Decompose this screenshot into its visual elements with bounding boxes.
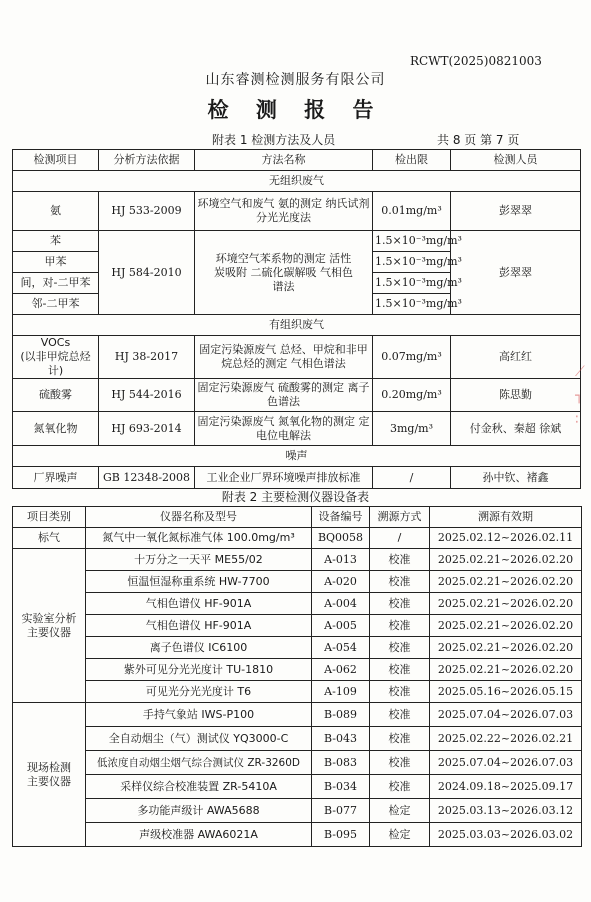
basis-cell: HJ 533-2009 bbox=[99, 192, 195, 231]
trace-method-cell: 校准 bbox=[370, 703, 430, 727]
instruments-table bbox=[12, 506, 582, 847]
method-cell: 环境空气和废气 氨的测定 纳氏试剂分光光度法 bbox=[195, 192, 373, 231]
header-cell: 检测人员 bbox=[451, 150, 581, 171]
limit-cell: 1.5×10⁻³mg/m³ bbox=[373, 273, 451, 294]
instrument-name-cell: 手持气象站 IWS-P100 bbox=[86, 703, 312, 727]
section-unorganized: 无组织废气 bbox=[13, 171, 581, 192]
limit-cell: 0.20mg/m³ bbox=[373, 379, 451, 412]
report-number: RCWT(2025)0821003 bbox=[410, 54, 542, 68]
trace-method-cell: 检定 bbox=[370, 799, 430, 823]
validity-cell: 2024.09.18~2025.09.17 bbox=[430, 775, 582, 799]
instrument-name-cell: 恒温恒湿称重系统 HW-7700 bbox=[86, 571, 312, 593]
limit-cell: 0.01mg/m³ bbox=[373, 192, 451, 231]
header-cell: 检测项目 bbox=[13, 150, 99, 171]
limit-cell: 3mg/m³ bbox=[373, 412, 451, 446]
table-row bbox=[13, 615, 582, 637]
validity-cell: 2025.02.12~2026.02.11 bbox=[430, 528, 582, 549]
table-row bbox=[13, 412, 581, 446]
instrument-name-cell: 紫外可见分光光度计 TU-1810 bbox=[86, 659, 312, 681]
validity-cell: 2025.03.13~2026.03.12 bbox=[430, 799, 582, 823]
basis-cell: GB 12348-2008 bbox=[99, 467, 195, 489]
table-row bbox=[13, 379, 581, 412]
trace-method-cell: 校准 bbox=[370, 593, 430, 615]
item-cell: VOCs (以非甲烷总烃计) bbox=[13, 336, 99, 379]
trace-method-cell: / bbox=[370, 528, 430, 549]
section-row bbox=[13, 446, 581, 467]
method-cell: 固定污染源废气 氮氧化物的测定 定电位电解法 bbox=[195, 412, 373, 446]
equipment-id-cell: B-089 bbox=[312, 703, 370, 727]
section-row bbox=[13, 315, 581, 336]
equipment-id-cell: A-013 bbox=[312, 549, 370, 571]
basis-cell: HJ 544-2016 bbox=[99, 379, 195, 412]
instrument-name-cell: 全自动烟尘（气）测试仪 YQ3000-C bbox=[86, 727, 312, 751]
validity-cell: 2025.07.04~2026.07.03 bbox=[430, 751, 582, 775]
table-row bbox=[13, 703, 582, 727]
equipment-id-cell: A-005 bbox=[312, 615, 370, 637]
instrument-name-cell: 可见光分光光度计 T6 bbox=[86, 681, 312, 703]
section-row bbox=[13, 171, 581, 192]
table-row bbox=[13, 751, 582, 775]
trace-method-cell: 检定 bbox=[370, 823, 430, 847]
table-row bbox=[13, 549, 582, 571]
item-cell: 苯 bbox=[13, 231, 99, 252]
report-title: 检 测 报 告 bbox=[207, 98, 384, 122]
equipment-id-cell: A-004 bbox=[312, 593, 370, 615]
header-cell: 溯源方式 bbox=[370, 507, 430, 528]
basis-cell: HJ 38-2017 bbox=[99, 336, 195, 379]
table-row bbox=[13, 231, 581, 252]
validity-cell: 2025.07.04~2026.07.03 bbox=[430, 703, 582, 727]
equipment-id-cell: A-109 bbox=[312, 681, 370, 703]
validity-cell: 2025.02.21~2026.02.20 bbox=[430, 637, 582, 659]
staff-cell: 陈思勤 bbox=[451, 379, 581, 412]
equipment-id-cell: B-034 bbox=[312, 775, 370, 799]
header-cell: 检出限 bbox=[373, 150, 451, 171]
trace-method-cell: 校准 bbox=[370, 659, 430, 681]
header-cell: 仪器名称及型号 bbox=[86, 507, 312, 528]
equipment-id-cell: B-095 bbox=[312, 823, 370, 847]
validity-cell: 2025.02.21~2026.02.20 bbox=[430, 571, 582, 593]
item-cell: 间，对-二甲苯 bbox=[13, 273, 99, 294]
trace-method-cell: 校准 bbox=[370, 571, 430, 593]
equipment-id-cell: BQ0058 bbox=[312, 528, 370, 549]
header-cell: 项目类别 bbox=[13, 507, 86, 528]
category-cell: 现场检测 主要仪器 bbox=[13, 703, 86, 847]
table-row bbox=[13, 659, 582, 681]
equipment-id-cell: A-020 bbox=[312, 571, 370, 593]
table-row bbox=[13, 467, 581, 489]
validity-cell: 2025.05.16~2026.05.15 bbox=[430, 681, 582, 703]
header-cell: 方法名称 bbox=[195, 150, 373, 171]
table-row bbox=[13, 336, 581, 379]
table-header-row bbox=[13, 507, 582, 528]
instrument-name-cell: 多功能声级计 AWA5688 bbox=[86, 799, 312, 823]
method-cell: 固定污染源废气 硫酸雾的测定 离子色谱法 bbox=[195, 379, 373, 412]
staff-cell: 高红红 bbox=[451, 336, 581, 379]
table-row bbox=[13, 775, 582, 799]
instrument-name-cell: 氮气中一氧化氮标准气体 100.0mg/m³ bbox=[86, 528, 312, 549]
limit-cell: 1.5×10⁻³mg/m³ bbox=[373, 231, 451, 252]
instrument-name-cell: 气相色谱仪 HF-901A bbox=[86, 593, 312, 615]
instrument-name-cell: 十万分之一天平 ME55/02 bbox=[86, 549, 312, 571]
method-cell: 环境空气苯系物的测定 活性炭吸附 二硫化碳解吸 气相色谱法 bbox=[195, 231, 373, 315]
equipment-id-cell: B-077 bbox=[312, 799, 370, 823]
validity-cell: 2025.02.21~2026.02.20 bbox=[430, 659, 582, 681]
validity-cell: 2025.02.22~2026.02.21 bbox=[430, 727, 582, 751]
table-header-row bbox=[13, 150, 581, 171]
page-count: 共 8 页 第 7 页 bbox=[437, 133, 520, 147]
red-seal-fragment: ⟋ ┐ ∶ bbox=[575, 364, 585, 428]
staff-cell: 彭翠翠 bbox=[451, 231, 581, 315]
validity-cell: 2025.03.03~2026.03.02 bbox=[430, 823, 582, 847]
validity-cell: 2025.02.21~2026.02.20 bbox=[430, 615, 582, 637]
table-row bbox=[13, 727, 582, 751]
equipment-id-cell: B-083 bbox=[312, 751, 370, 775]
section-noise: 噪声 bbox=[13, 446, 581, 467]
staff-cell: 付金秋、秦超 徐斌 bbox=[451, 412, 581, 446]
category-cell: 实验室分析 主要仪器 bbox=[13, 549, 86, 703]
trace-method-cell: 校准 bbox=[370, 637, 430, 659]
company-name: 山东睿测检测服务有限公司 bbox=[205, 72, 386, 88]
item-cell: 邻-二甲苯 bbox=[13, 294, 99, 315]
validity-cell: 2025.02.21~2026.02.20 bbox=[430, 593, 582, 615]
table-row bbox=[13, 528, 582, 549]
table-row bbox=[13, 571, 582, 593]
method-cell: 固定污染源废气 总烃、甲烷和非甲烷总烃的测定 气相色谱法 bbox=[195, 336, 373, 379]
equipment-id-cell: A-062 bbox=[312, 659, 370, 681]
table-row bbox=[13, 823, 582, 847]
limit-cell: 0.07mg/m³ bbox=[373, 336, 451, 379]
table1-caption: 附表 1 检测方法及人员 bbox=[212, 133, 336, 147]
trace-method-cell: 校准 bbox=[370, 751, 430, 775]
methods-table bbox=[12, 149, 581, 489]
equipment-id-cell: A-054 bbox=[312, 637, 370, 659]
instrument-name-cell: 采样仪综合校准装置 ZR-5410A bbox=[86, 775, 312, 799]
instrument-name-cell: 低浓度自动烟尘烟气综合测试仪 ZR-3260D bbox=[86, 751, 312, 775]
section-organized: 有组织废气 bbox=[13, 315, 581, 336]
table-row bbox=[13, 799, 582, 823]
staff-cell: 彭翠翠 bbox=[451, 192, 581, 231]
validity-cell: 2025.02.21~2026.02.20 bbox=[430, 549, 582, 571]
item-cell: 硫酸雾 bbox=[13, 379, 99, 412]
item-cell: 厂界噪声 bbox=[13, 467, 99, 489]
header-cell: 溯源有效期 bbox=[430, 507, 582, 528]
limit-cell: 1.5×10⁻³mg/m³ bbox=[373, 294, 451, 315]
table-row bbox=[13, 637, 582, 659]
basis-cell: HJ 584-2010 bbox=[99, 231, 195, 315]
instrument-name-cell: 离子色谱仪 IC6100 bbox=[86, 637, 312, 659]
item-cell: 氨 bbox=[13, 192, 99, 231]
table-row bbox=[13, 593, 582, 615]
header-cell: 设备编号 bbox=[312, 507, 370, 528]
instrument-name-cell: 气相色谱仪 HF-901A bbox=[86, 615, 312, 637]
trace-method-cell: 校准 bbox=[370, 549, 430, 571]
method-cell: 工业企业厂界环境噪声排放标准 bbox=[195, 467, 373, 489]
trace-method-cell: 校准 bbox=[370, 727, 430, 751]
item-cell: 甲苯 bbox=[13, 252, 99, 273]
header-cell: 分析方法依据 bbox=[99, 150, 195, 171]
limit-cell: 1.5×10⁻³mg/m³ bbox=[373, 252, 451, 273]
basis-cell: HJ 693-2014 bbox=[99, 412, 195, 446]
trace-method-cell: 校准 bbox=[370, 615, 430, 637]
limit-cell: / bbox=[373, 467, 451, 489]
trace-method-cell: 校准 bbox=[370, 775, 430, 799]
item-cell: 氮氧化物 bbox=[13, 412, 99, 446]
category-cell: 标气 bbox=[13, 528, 86, 549]
instrument-name-cell: 声级校准器 AWA6021A bbox=[86, 823, 312, 847]
trace-method-cell: 校准 bbox=[370, 681, 430, 703]
table2-caption: 附表 2 主要检测仪器设备表 bbox=[221, 490, 370, 504]
staff-cell: 孙中钦、褚鑫 bbox=[451, 467, 581, 489]
table-row bbox=[13, 192, 581, 231]
table-row bbox=[13, 681, 582, 703]
equipment-id-cell: B-043 bbox=[312, 727, 370, 751]
